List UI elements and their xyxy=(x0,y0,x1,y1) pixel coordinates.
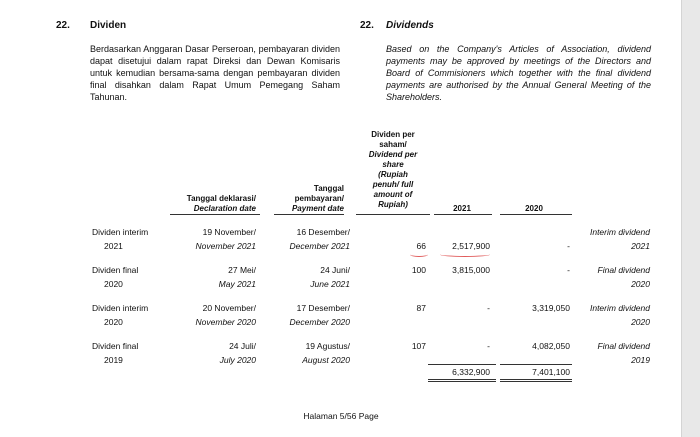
row2-label-line2: 2020 xyxy=(104,279,123,289)
row3-decl-line1: 20 November/ xyxy=(202,303,256,313)
rule-declaration xyxy=(170,214,260,215)
row2-label-en-line1: Final dividend xyxy=(597,265,650,275)
total-rule-bottom2-2021 xyxy=(428,381,496,382)
total-rule-top-2020 xyxy=(500,364,572,365)
total-rule-bottom1-2020 xyxy=(500,379,572,380)
total-rule-bottom2-2020 xyxy=(500,381,572,382)
header-2021: 2021 xyxy=(453,204,471,213)
row4-2020: 4,082,050 xyxy=(532,341,570,351)
header-declaration-en: Declaration date xyxy=(193,204,256,213)
row3-pay-line2: December 2020 xyxy=(289,317,350,327)
header-dps-line3: Dividend per xyxy=(368,150,418,159)
row4-pay-line2: August 2020 xyxy=(302,355,350,365)
rule-2021 xyxy=(434,214,492,215)
page-footer: Halaman 5/56 Page xyxy=(303,411,379,421)
section-number-id: 22. xyxy=(56,20,70,31)
row3-2020: 3,319,050 xyxy=(532,303,570,313)
row3-label-line2: 2020 xyxy=(104,317,123,327)
row2-decl-line1: 27 Mei/ xyxy=(228,265,256,275)
rule-dps xyxy=(356,214,430,215)
row4-label-line2: 2019 xyxy=(104,355,123,365)
row1-pay-line1: 16 Desember/ xyxy=(296,227,350,237)
row2-2020: - xyxy=(567,265,570,275)
row2-dps: 100 xyxy=(411,265,426,275)
header-dps-line8: Rupiah) xyxy=(378,200,408,209)
row1-label-line1: Dividen interim xyxy=(92,227,149,237)
row1-decl-line1: 19 November/ xyxy=(202,227,256,237)
row1-dps: 66 xyxy=(416,241,426,251)
header-dps-line4: share xyxy=(382,160,404,169)
header-payment-line2: pembayaran/ xyxy=(294,194,344,203)
row2-decl-line2: May 2021 xyxy=(218,279,256,289)
header-dps-line6: penuh/ full xyxy=(372,180,414,189)
pen-underline-dps xyxy=(410,252,428,257)
row2-pay-line2: June 2021 xyxy=(310,279,350,289)
row2-label-en-line2: 2020 xyxy=(631,279,650,289)
row4-2021: - xyxy=(487,341,490,351)
header-payment-date xyxy=(262,184,344,214)
header-dps-line1: Dividen per xyxy=(371,130,415,139)
row3-label-en-line2: 2020 xyxy=(631,317,650,327)
total-2021: 6,332,900 xyxy=(452,367,490,377)
header-payment-en: Payment date xyxy=(291,204,344,213)
row1-decl-line2: November 2021 xyxy=(195,241,256,251)
paragraph-indonesian: Berdasarkan Anggaran Dasar Perseroan, pembayaran dividen dapat disetujui dalam rapat Direksi dan Dewan Komisaris untuk kemudian bersama-sama dengan pembayaran dividen final disahkan dalam Rapat Umum Pemegang Saham Tahunan. xyxy=(90,44,340,102)
header-2020: 2020 xyxy=(525,204,543,213)
row1-2020: - xyxy=(567,241,570,251)
paragraph-english: Based on the Company's Articles of Association, dividend payments may be approved by meetings of the Directors and Board of Commisioners which together with the final dividend payments are authorised by the Annual General Meeting of the Shareholders. xyxy=(386,44,651,102)
rule-payment xyxy=(274,214,344,215)
total-rule-bottom1-2021 xyxy=(428,379,496,380)
row3-label-en-line1: Interim dividend xyxy=(589,303,650,313)
row1-label-en-line2: 2021 xyxy=(631,241,650,251)
section-title-en: Dividends xyxy=(386,20,434,31)
pen-underline-2021 xyxy=(440,252,490,257)
header-declaration-id: Tanggal deklarasi/ xyxy=(186,194,256,203)
row4-label-en-line1: Final dividend xyxy=(597,341,650,351)
row4-decl-line1: 24 Juli/ xyxy=(229,341,256,351)
row3-decl-line2: November 2020 xyxy=(195,317,256,327)
header-declaration-date xyxy=(160,194,256,214)
section-title-id: Dividen xyxy=(90,20,127,31)
row2-2021: 3,815,000 xyxy=(452,265,490,275)
row4-dps: 107 xyxy=(411,341,426,351)
rule-2020 xyxy=(500,214,572,215)
row2-pay-line1: 24 Juni/ xyxy=(320,265,350,275)
row2-label-line1: Dividen final xyxy=(92,265,139,275)
row1-pay-line2: December 2021 xyxy=(289,241,350,251)
header-dps-line7: amount of xyxy=(373,190,413,199)
row1-2021: 2,517,900 xyxy=(452,241,490,251)
total-rule-top-2021 xyxy=(428,364,496,365)
row3-label-line1: Dividen interim xyxy=(92,303,149,313)
row4-pay-line1: 19 Agustus/ xyxy=(305,341,350,351)
row3-dps: 87 xyxy=(416,303,426,313)
vertical-scrollbar[interactable] xyxy=(681,0,700,437)
row4-label-en-line2: 2019 xyxy=(631,355,650,365)
row3-2021: - xyxy=(487,303,490,313)
section-number-en: 22. xyxy=(360,20,374,31)
row1-label-line2: 2021 xyxy=(104,241,123,251)
header-dps-line2: saham/ xyxy=(379,140,407,149)
total-2020: 7,401,100 xyxy=(532,367,570,377)
row3-pay-line1: 17 Desember/ xyxy=(296,303,350,313)
header-dps-line5: (Rupiah xyxy=(378,170,408,179)
row4-label-line1: Dividen final xyxy=(92,341,139,351)
row4-decl-line2: July 2020 xyxy=(219,355,256,365)
header-payment-line1: Tanggal xyxy=(313,184,344,193)
row1-label-en-line1: Interim dividend xyxy=(589,227,650,237)
header-dividend-per-share xyxy=(356,130,430,210)
